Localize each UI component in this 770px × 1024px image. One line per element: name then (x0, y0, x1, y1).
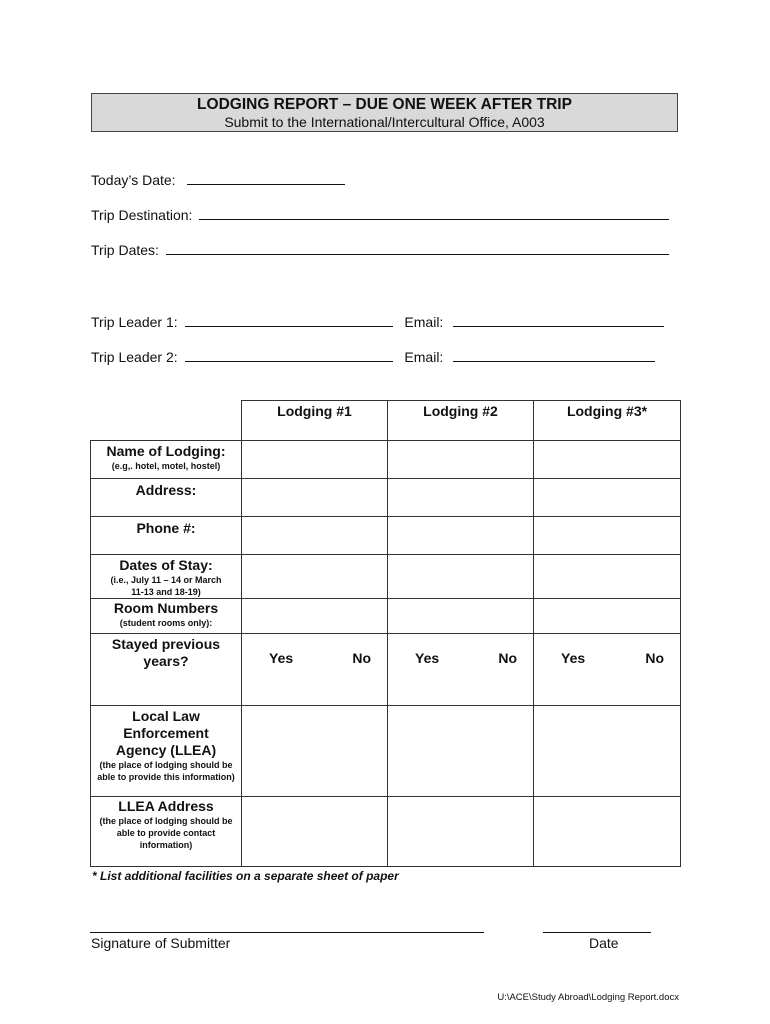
row-header-address (91, 479, 242, 517)
cell-phone-lodging-3[interactable] (534, 517, 681, 555)
row-note-name: (e.g,. hotel, motel, hostel) (111, 461, 221, 471)
row-label-stayed: Stayed previous years? (111, 636, 221, 669)
todays-date-label: Today’s Date: (91, 172, 176, 188)
table-row-name (91, 441, 681, 479)
cell-dates-lodging-2[interactable] (388, 555, 534, 599)
cell-llea-address-lodging-1[interactable] (242, 797, 388, 867)
trip-leader-2-email-label: Email: (404, 349, 444, 365)
row-header-llea-address (91, 797, 242, 867)
lodging-table (90, 400, 681, 867)
row-label-llea: Local Law Enforcement Agency (LLEA) (115, 708, 217, 758)
report-subtitle: Submit to the International/Intercultural Office, A003 (224, 114, 545, 130)
trip-leader-2-email-field[interactable] (453, 347, 655, 362)
cell-llea-lodging-2[interactable] (388, 706, 534, 797)
cell-stayed-lodging-3 (534, 634, 681, 706)
table-row-address (91, 479, 681, 517)
cell-stayed-lodging-1 (242, 634, 388, 706)
row-label-name: Name of Lodging: (106, 443, 226, 459)
row-header-stayed (91, 634, 242, 706)
yes-option[interactable]: Yes (561, 650, 586, 666)
cell-stayed-lodging-2 (388, 634, 534, 706)
trip-dates-field[interactable] (166, 240, 669, 255)
trip-dates-label: Trip Dates: (91, 242, 159, 258)
todays-date-field[interactable] (187, 170, 345, 185)
trip-leader-1-email-label: Email: (404, 314, 444, 330)
column-header-lodging-3: Lodging #3* (534, 401, 681, 441)
row-header-phone (91, 517, 242, 555)
table-row-dates (91, 555, 681, 599)
cell-name-lodging-2[interactable] (388, 441, 534, 479)
cell-address-lodging-2[interactable] (388, 479, 534, 517)
row-header-rooms (91, 599, 242, 634)
cell-dates-lodging-3[interactable] (534, 555, 681, 599)
row-note-dates: (i.e., July 11 – 14 or March 11-13 and 18-19) (110, 575, 222, 597)
row-label-dates: Dates of Stay: (119, 557, 213, 573)
table-row-llea (91, 706, 681, 797)
yes-option[interactable]: Yes (269, 650, 294, 666)
trip-leader-2-field[interactable] (185, 347, 393, 362)
table-row-phone (91, 517, 681, 555)
file-path: U:\ACE\Study Abroad\Lodging Report.docx (497, 992, 679, 1003)
trip-destination-field[interactable] (199, 205, 669, 220)
report-title: LODGING REPORT – DUE ONE WEEK AFTER TRIP (197, 96, 572, 113)
row-label-address: Address: (135, 482, 197, 498)
row-header-name (91, 441, 242, 479)
cell-rooms-lodging-2[interactable] (388, 599, 534, 634)
cell-llea-lodging-1[interactable] (242, 706, 388, 797)
column-header-lodging-2: Lodging #2 (388, 401, 534, 441)
lodging-header-row (91, 401, 681, 441)
todays-date-row (91, 170, 345, 189)
row-label-rooms: Room Numbers (113, 600, 219, 616)
signature-line[interactable] (90, 932, 484, 933)
date-line[interactable] (543, 932, 651, 933)
row-note-llea-address: (the place of lodging should be able to provide contact information) (99, 816, 233, 850)
table-row-llea-address (91, 797, 681, 867)
cell-llea-lodging-3[interactable] (534, 706, 681, 797)
cell-address-lodging-3[interactable] (534, 479, 681, 517)
table-row-rooms (91, 599, 681, 634)
table-row-stayed (91, 634, 681, 706)
row-label-phone: Phone #: (136, 520, 196, 536)
row-header-llea (91, 706, 242, 797)
trip-dates-row (91, 240, 669, 259)
signature-label: Signature of Submitter (91, 935, 231, 951)
trip-leader-1-email-field[interactable] (453, 312, 664, 327)
trip-leader-1-label: Trip Leader 1: (91, 314, 178, 330)
report-header (91, 93, 678, 132)
trip-destination-row (91, 205, 669, 224)
trip-leader-2-label: Trip Leader 2: (91, 349, 178, 365)
yes-option[interactable]: Yes (415, 650, 440, 666)
cell-llea-address-lodging-3[interactable] (534, 797, 681, 867)
cell-phone-lodging-2[interactable] (388, 517, 534, 555)
row-header-dates (91, 555, 242, 599)
cell-llea-address-lodging-2[interactable] (388, 797, 534, 867)
trip-destination-label: Trip Destination: (91, 207, 193, 223)
trip-leader-1-field[interactable] (185, 312, 393, 327)
date-label: Date (589, 935, 619, 951)
no-option[interactable]: No (352, 650, 371, 666)
row-note-llea: (the place of lodging should be able to provide this information) (97, 760, 235, 782)
cell-address-lodging-1[interactable] (242, 479, 388, 517)
cell-rooms-lodging-3[interactable] (534, 599, 681, 634)
cell-rooms-lodging-1[interactable] (242, 599, 388, 634)
row-note-rooms: (student rooms only): (119, 618, 213, 628)
cell-name-lodging-3[interactable] (534, 441, 681, 479)
trip-leader-1-row (91, 312, 664, 331)
no-option[interactable]: No (645, 650, 664, 666)
row-label-llea-address: LLEA Address (118, 798, 214, 814)
trip-leader-2-row (91, 347, 655, 366)
footnote: * List additional facilities on a separate sheet of paper (92, 869, 399, 883)
empty-header-cell (91, 401, 242, 441)
column-header-lodging-1: Lodging #1 (242, 401, 388, 441)
cell-phone-lodging-1[interactable] (242, 517, 388, 555)
no-option[interactable]: No (498, 650, 517, 666)
cell-name-lodging-1[interactable] (242, 441, 388, 479)
cell-dates-lodging-1[interactable] (242, 555, 388, 599)
